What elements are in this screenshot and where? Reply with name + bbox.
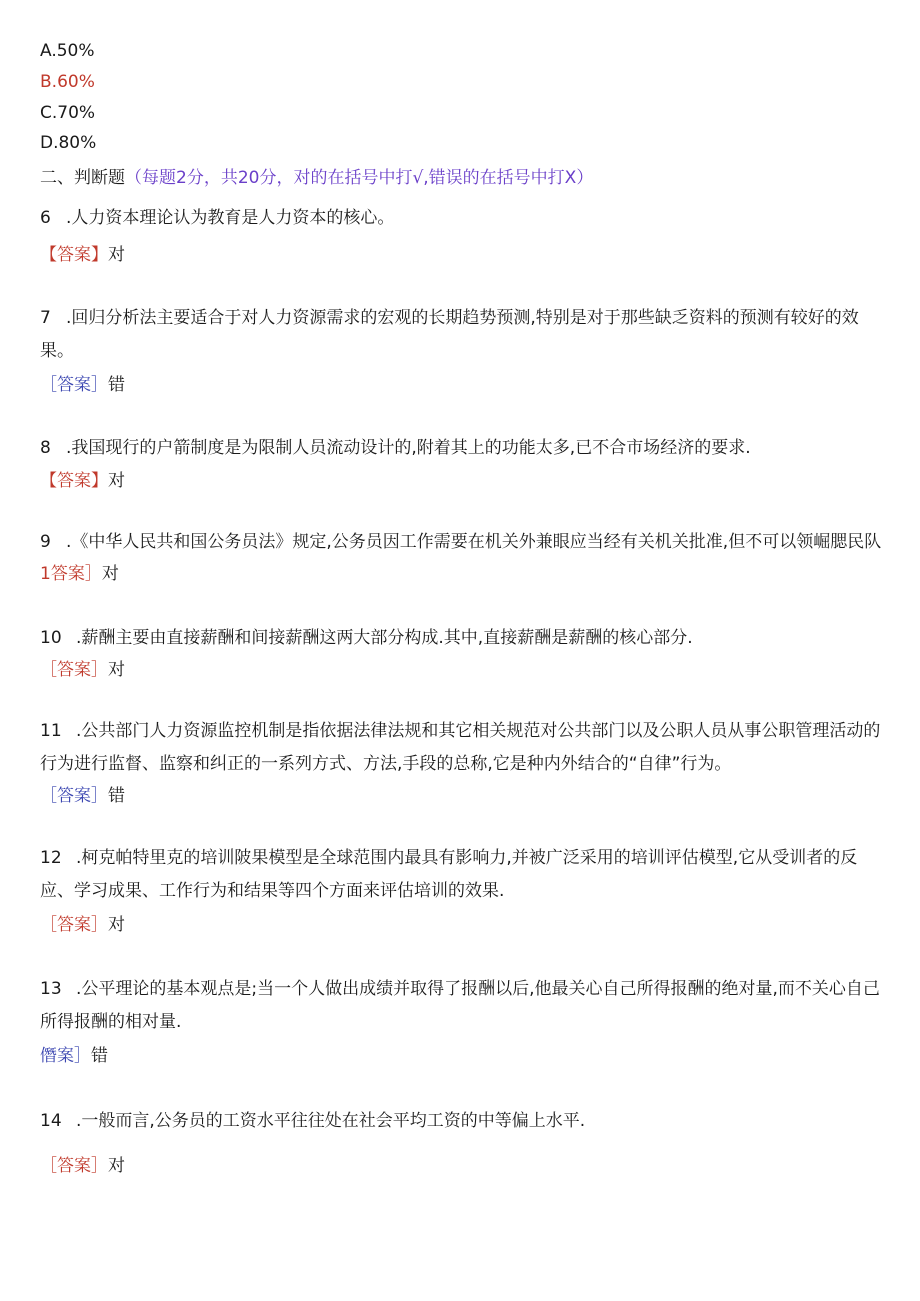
question-7 xyxy=(40,302,885,368)
option-a: A.50% xyxy=(40,41,95,61)
answer-value: 对 xyxy=(108,1156,125,1176)
answer-value: 错 xyxy=(108,375,125,395)
section-note: （每题2分，共20分，对的在括号中打√,错误的在括号中打X） xyxy=(125,168,594,188)
question-8 xyxy=(40,432,885,465)
option-c: C.70% xyxy=(40,103,96,123)
answer-6 xyxy=(40,244,125,266)
option-b: B.60% xyxy=(40,72,95,92)
answer-tag: ［答案］ xyxy=(40,660,108,680)
answer-tag: ［答案］ xyxy=(40,375,108,395)
section-title: 二、判断题 xyxy=(40,168,125,188)
question-number: 8 xyxy=(40,438,51,458)
question-text: .《中华人民共和国公务员法》规定,公务员因工作需要在机关外兼眼应当经有关机关批准,但不可以领崛腮民队 xyxy=(66,532,882,552)
question-number: 11 xyxy=(40,721,62,741)
answer-tag: 1答案］ xyxy=(40,564,102,584)
question-text: .薪酬主要由直接薪酬和间接薪酬这两大部分构成.其中,直接薪酬是薪酬的核心部分. xyxy=(76,628,693,648)
question-number: 13 xyxy=(40,979,62,999)
answer-value: 对 xyxy=(101,564,119,584)
answer-tag: 【答案】 xyxy=(40,471,108,491)
answer-tag: 【答案】 xyxy=(40,245,108,265)
question-number: 12 xyxy=(40,848,62,868)
answer-value: 错 xyxy=(91,1046,108,1066)
question-text: .回归分析法主要适合于对人力资源需求的宏观的长期趋势预测,特别是对于那些缺乏资料的预测有较好的效果。 xyxy=(40,308,859,361)
question-14 xyxy=(40,1105,885,1138)
answer-value: 错 xyxy=(108,786,125,806)
question-text: .人力资本理论认为教育是人力资本的核心。 xyxy=(66,208,395,228)
section-heading xyxy=(40,167,593,189)
answer-10 xyxy=(40,659,125,681)
question-10 xyxy=(40,622,885,655)
question-text: .柯克帕特里克的培训陂果模型是全球范围内最具有影响力,并被广泛采用的培训评估模型,它从受训者的反应、学习成果、工作行为和结果等四个方面来评估培训的效果. xyxy=(40,848,858,901)
answer-value: 对 xyxy=(108,915,125,935)
question-text: .公平理论的基本观点是;当一个人做出成绩并取得了报酬以后,他最关心自己所得报酬的绝对量,而不关心自己所得报酬的相对量. xyxy=(40,979,880,1032)
question-number: 9 xyxy=(40,532,51,552)
question-number: 7 xyxy=(40,308,51,328)
answer-14 xyxy=(40,1155,125,1177)
question-number: 10 xyxy=(40,628,62,648)
answer-tag: ［答案］ xyxy=(40,915,108,935)
question-text: .一般而言,公务员的工资水平往往处在社会平均工资的中等偏上水平. xyxy=(76,1111,586,1131)
question-number: 14 xyxy=(40,1111,62,1131)
question-text: .我国现行的户箭制度是为限制人员流动设计的,附着其上的功能太多,已不合市场经济的要求. xyxy=(66,438,751,458)
question-13 xyxy=(40,973,885,1039)
answer-value: 对 xyxy=(108,245,125,265)
answer-12 xyxy=(40,914,125,936)
question-12 xyxy=(40,842,885,908)
answer-tag: ［答案］ xyxy=(40,1156,108,1176)
question-6 xyxy=(40,202,885,235)
question-text: .公共部门人力资源监控机制是指依据法律法规和其它相关规范对公共部门以及公职人员从事公职管理活动的行为进行监督、监察和纠正的一系列方式、方法,手段的总称,它是种内外结合的“自律”行为。 xyxy=(40,721,881,774)
answer-7 xyxy=(40,374,125,396)
answer-13 xyxy=(40,1045,108,1067)
answer-value: 对 xyxy=(108,471,125,491)
question-9 xyxy=(40,526,885,559)
answer-11 xyxy=(40,785,125,807)
answer-8 xyxy=(40,470,125,492)
answer-value: 对 xyxy=(108,660,125,680)
question-11 xyxy=(40,715,885,781)
answer-tag: 僭案］ xyxy=(40,1046,91,1066)
answer-tag: ［答案］ xyxy=(40,786,108,806)
answer-9 xyxy=(40,563,119,585)
question-number: 6 xyxy=(40,208,51,228)
option-d: D.80% xyxy=(40,133,97,153)
